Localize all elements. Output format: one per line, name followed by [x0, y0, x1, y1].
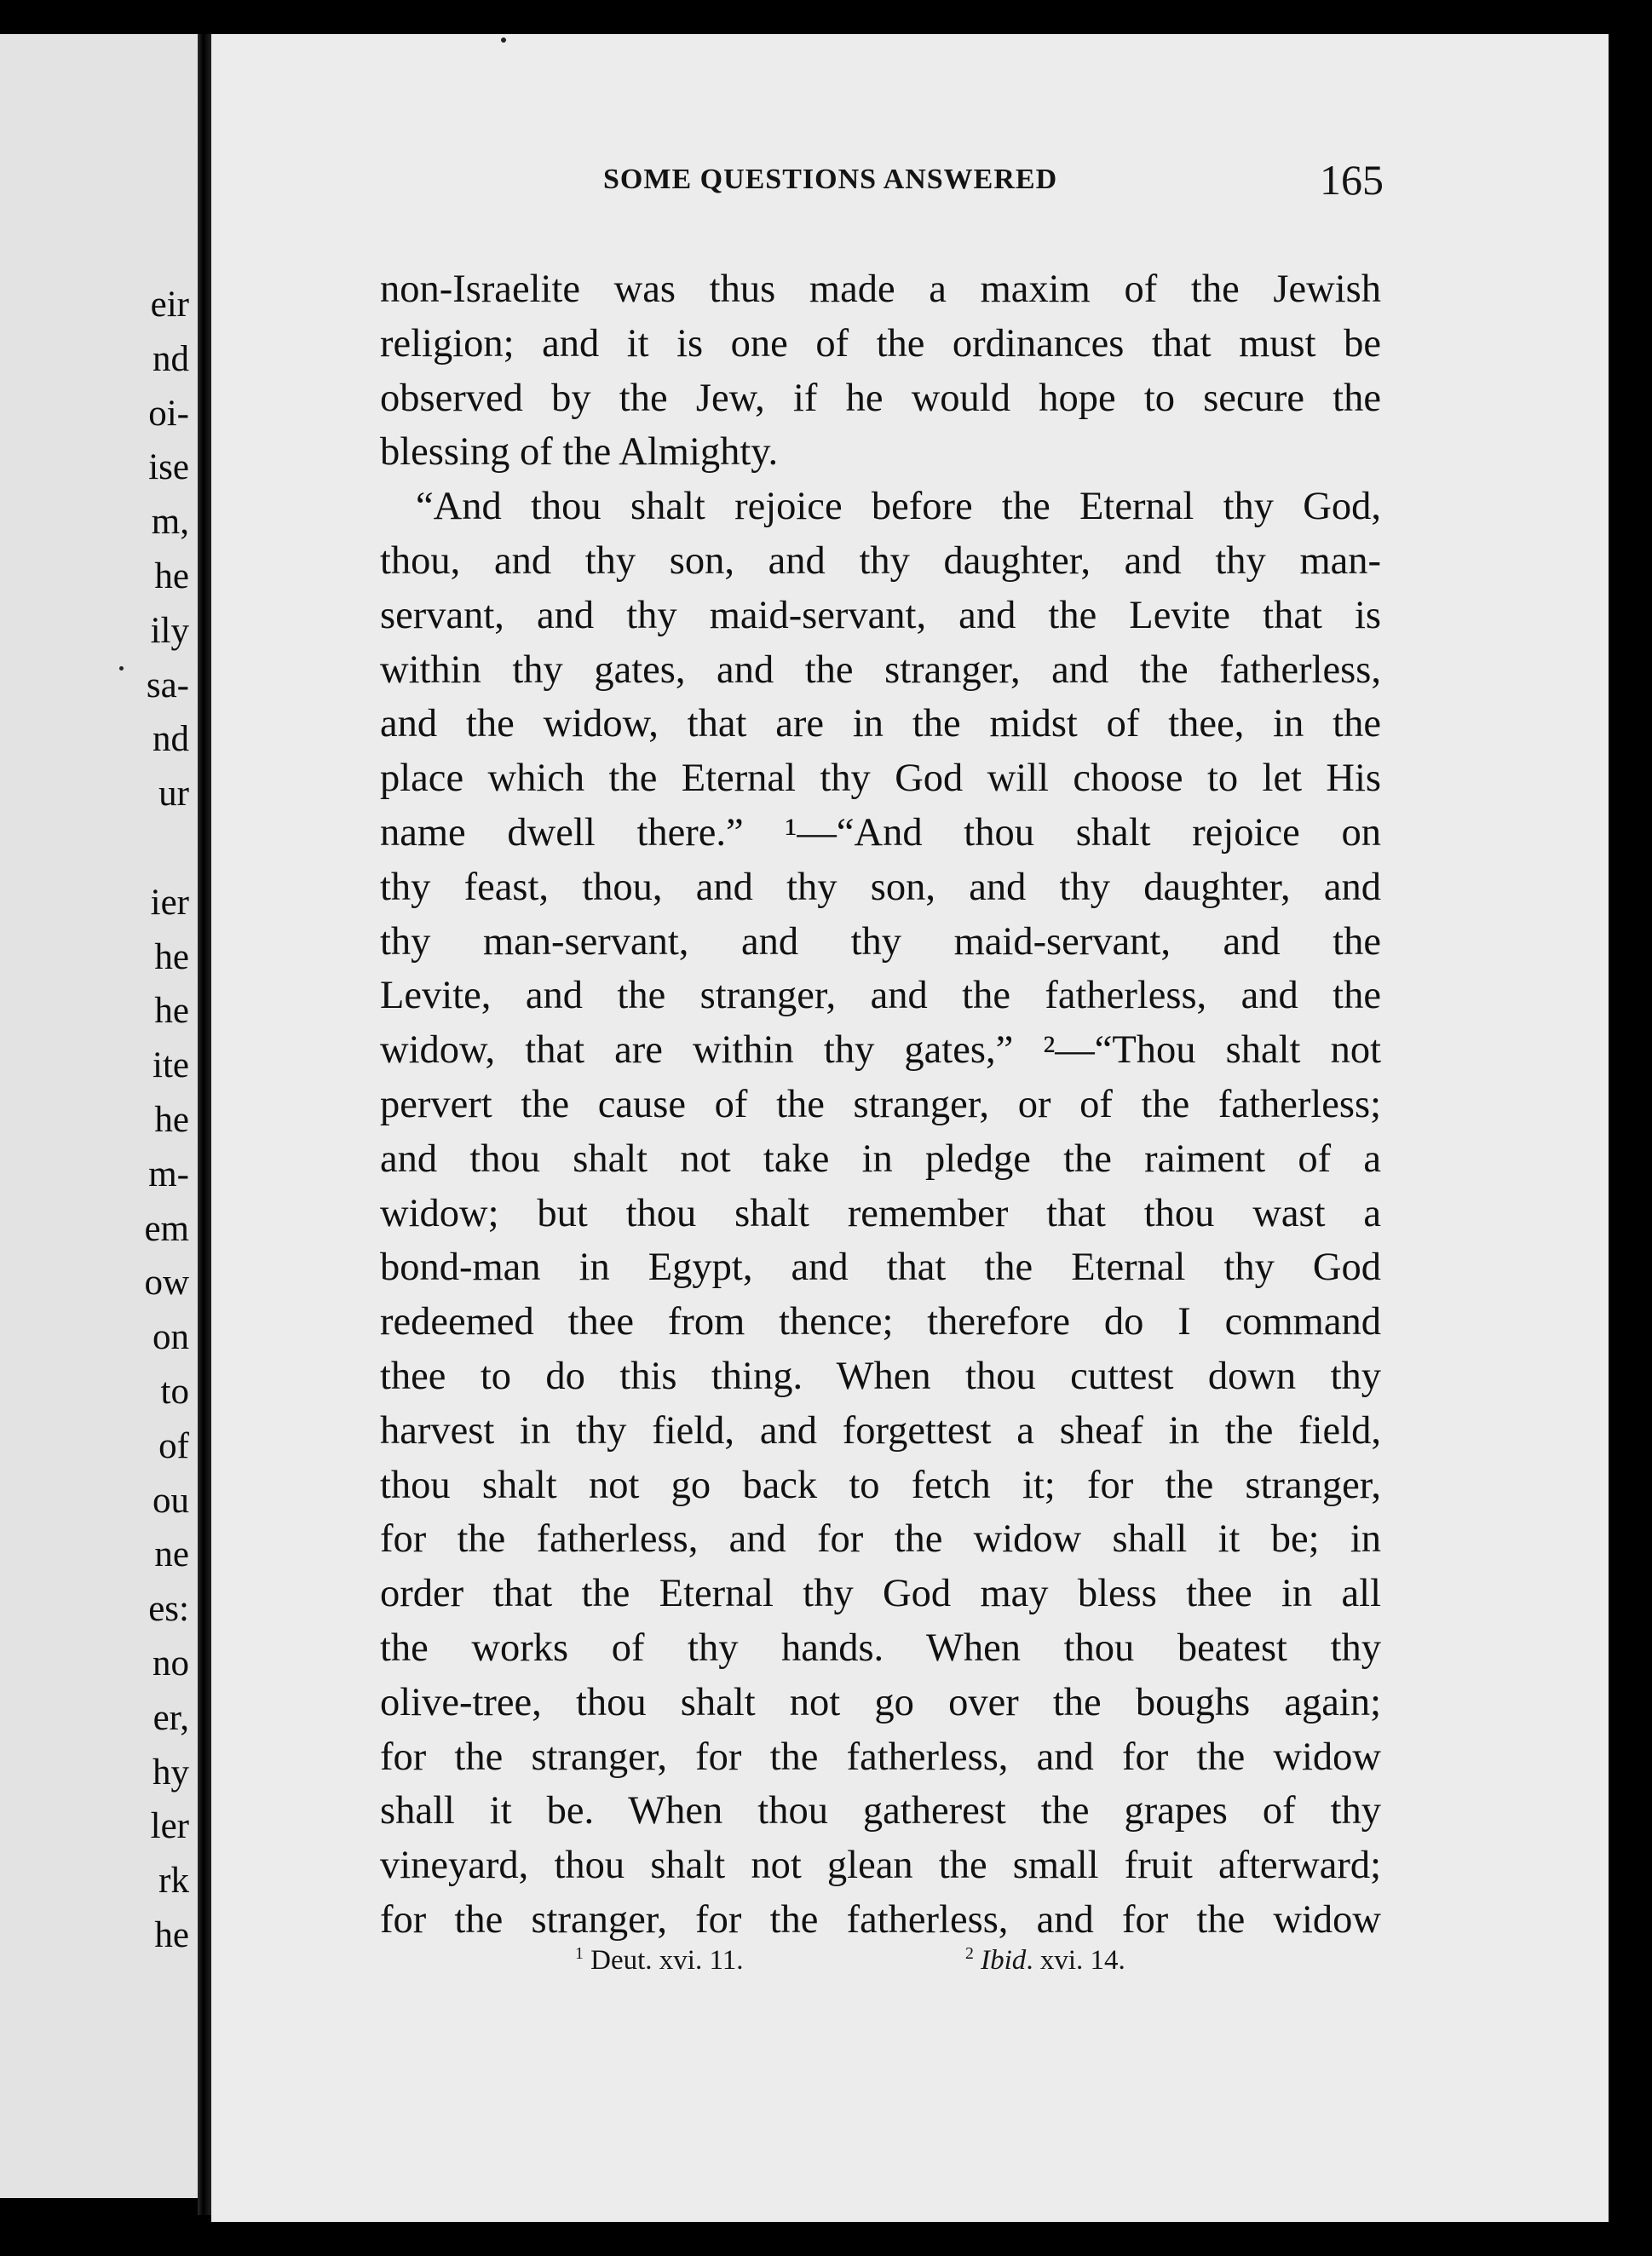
previous-page-fragment: ne: [154, 1534, 189, 1575]
text-line: for the stranger, for the fatherless, and for the widow: [380, 1897, 1381, 1942]
text-line: shall it be. When thou gatherest the grapes of thy: [380, 1789, 1381, 1833]
previous-page-fragment: er,: [153, 1697, 189, 1738]
footnotes: [575, 1945, 1189, 1988]
previous-page-fragment: he: [154, 1100, 189, 1140]
running-title: SOME QUESTIONS ANSWERED: [603, 164, 1058, 195]
footnote-marker: 1: [575, 1944, 584, 1963]
text-line: non-Israelite was thus made a maxim of the Jewish: [380, 268, 1381, 311]
text-line: servant, and thy maid-servant, and the Levite that is: [380, 593, 1381, 637]
text-line: vineyard, thou shalt not glean the small fruit afterward;: [380, 1844, 1381, 1888]
text-line: thy man-servant, and thy maid-servant, and the: [380, 919, 1381, 964]
page-number: 165: [1320, 156, 1384, 204]
text-line: “And thou shalt rejoice before the Eternal thy God,: [416, 485, 1381, 529]
previous-page-fragment: ise: [148, 447, 189, 488]
footnote-1: [575, 1945, 743, 1977]
text-line: observed by the Jew, if he would hope to secure the: [380, 376, 1381, 420]
scan-speck: [119, 666, 124, 670]
previous-page-edge: [0, 34, 198, 2198]
book-gutter: [198, 34, 211, 2215]
previous-page-fragment: ily: [150, 610, 189, 651]
previous-page-fragment: ite: [153, 1045, 189, 1086]
text-line: place which the Eternal thy God will choose to let His: [380, 757, 1381, 801]
text-line: for the stranger, for the fatherless, and for the widow: [380, 1735, 1381, 1779]
previous-page-fragment: rk: [158, 1861, 189, 1902]
text-line: and thou shalt not take in pledge the raiment of a: [380, 1137, 1381, 1181]
previous-page-fragment: hy: [153, 1752, 189, 1793]
previous-page-fragment: of: [158, 1425, 189, 1466]
previous-page-fragment: sa-: [146, 665, 189, 705]
previous-page-fragment: he: [154, 936, 189, 977]
footnote-text: Deut. xvi. 11.: [583, 1945, 744, 1976]
text-line: blessing of the Almighty.: [380, 430, 779, 475]
previous-page-fragment: on: [153, 1317, 189, 1358]
previous-page-fragment: m-: [148, 1154, 189, 1194]
text-line: order that the Eternal thy God may bless thee in all: [380, 1572, 1381, 1616]
footnote-2: [965, 1945, 1125, 1977]
previous-page-fragment: to: [160, 1372, 189, 1412]
previous-page-fragment: ler: [150, 1806, 189, 1847]
text-line: and the widow, that are in the midst of thee, in the: [380, 702, 1381, 746]
footnote-text: . xvi. 14.: [1026, 1945, 1125, 1976]
text-line: for the fatherless, and for the widow shall it be; in: [380, 1517, 1381, 1562]
previous-page-fragment: no: [153, 1643, 189, 1683]
text-line: religion; and it is one of the ordinances that must be: [380, 321, 1381, 365]
text-line: Levite, and the stranger, and the fatherless, and the: [380, 974, 1381, 1018]
previous-page-fragment: he: [154, 556, 189, 596]
previous-page-fragment: ier: [150, 882, 189, 923]
footnote-marker: 2: [965, 1944, 974, 1963]
previous-page-fragment: oi-: [148, 393, 189, 434]
text-line: pervert the cause of the stranger, or of the fatherless;: [380, 1082, 1381, 1126]
previous-page-fragment: eir: [150, 285, 189, 325]
previous-page-fragment: es:: [148, 1589, 189, 1630]
text-line: thou, and thy son, and thy daughter, and thy man-: [380, 538, 1381, 583]
footnote-ibid: Ibid: [973, 1945, 1027, 1976]
running-header: [387, 155, 1384, 206]
previous-page-fragment: em: [144, 1208, 189, 1249]
body-text: [380, 262, 1381, 1948]
previous-page-fragment: ou: [153, 1480, 189, 1521]
text-line: thy feast, thou, and thy son, and thy daughter, and: [380, 865, 1381, 909]
previous-page-fragment: m,: [151, 502, 189, 543]
text-line: widow, that are within thy gates,” ²—“Thou shalt not: [380, 1028, 1381, 1073]
previous-page-fragment: he: [154, 991, 189, 1032]
scan-speck: [501, 37, 506, 43]
text-line: redeemed thee from thence; therefore do I command: [380, 1300, 1381, 1344]
previous-page-fragment: nd: [153, 338, 189, 379]
text-line: name dwell there.” ¹—“And thou shalt rejoice on: [380, 810, 1381, 855]
text-line: within thy gates, and the stranger, and the fatherless,: [380, 647, 1381, 692]
previous-page-fragment: nd: [153, 719, 189, 760]
text-line: harvest in thy field, and forgettest a sheaf in the field,: [380, 1408, 1381, 1453]
text-line: widow; but thou shalt remember that thou wast a: [380, 1191, 1381, 1235]
previous-page-fragment: ur: [158, 774, 189, 814]
text-line: thee to do this thing. When thou cuttest down thy: [380, 1354, 1381, 1398]
text-line: bond-man in Egypt, and that the Eternal thy God: [380, 1246, 1381, 1290]
previous-page-fragment: he: [154, 1915, 189, 1955]
text-line: olive-tree, thou shalt not go over the boughs again;: [380, 1680, 1381, 1724]
text-line: the works of thy hands. When thou beatest thy: [380, 1626, 1381, 1670]
text-line: thou shalt not go back to fetch it; for the stranger,: [380, 1463, 1381, 1507]
previous-page-fragment: ow: [144, 1263, 189, 1304]
